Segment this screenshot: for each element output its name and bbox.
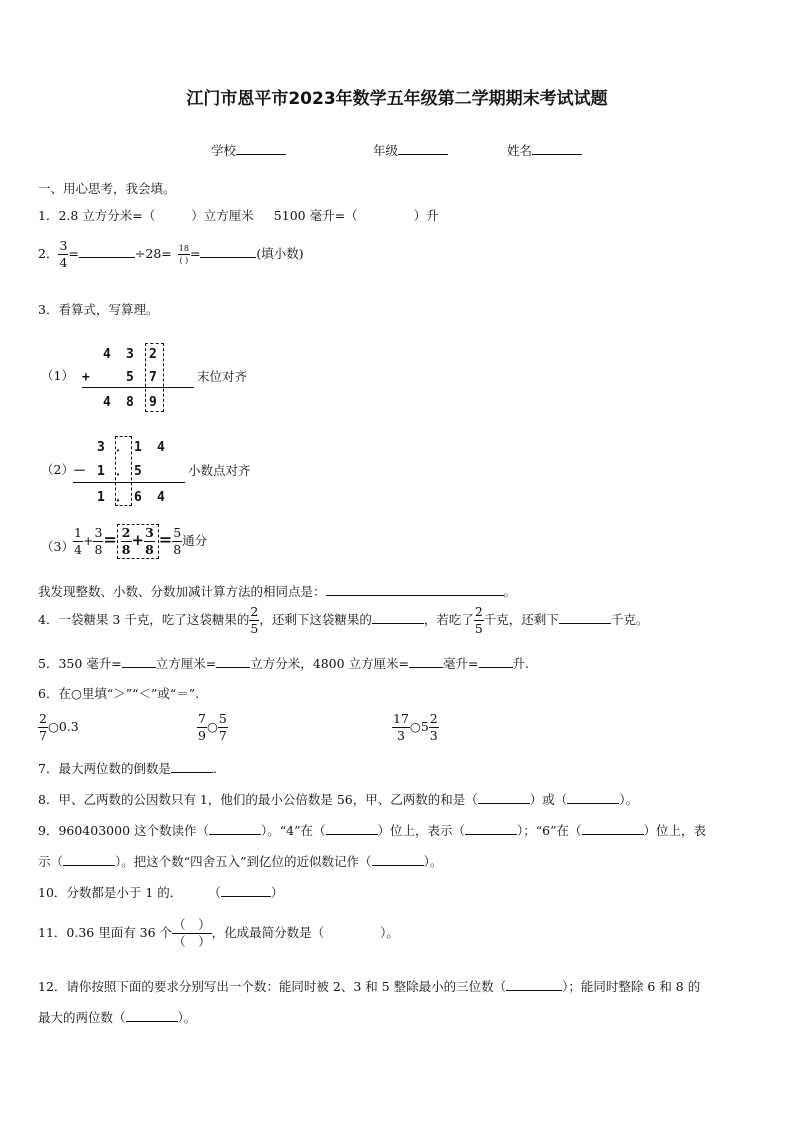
section-heading: 一、用心思考，我会填。 xyxy=(38,181,176,196)
q6-i1-value: 0.3 xyxy=(58,719,79,734)
q2-fraction-2 xyxy=(178,245,190,265)
q4-number: 4． xyxy=(38,612,59,627)
q1-part-b: ）立方厘米 xyxy=(191,208,254,223)
q9-part-d: ）；“6”在（ xyxy=(517,823,582,838)
q8-end: ）。 xyxy=(619,792,639,807)
q3-p1-plus-sign: + xyxy=(82,370,90,385)
q4-fraction xyxy=(249,606,259,635)
q3-p2-digit: 4 xyxy=(157,440,165,455)
q9-part-a: 960403000 这个数读作（ xyxy=(58,823,210,838)
q3-p3-expression xyxy=(73,524,207,559)
q3-p1-digit: 9 xyxy=(149,395,157,410)
q5-part-a: 350 毫升= xyxy=(58,656,122,671)
grade-label: 年级 xyxy=(373,143,399,158)
q2-hint: (填小数) xyxy=(256,246,304,261)
q3-p3-dashed-box xyxy=(117,524,159,559)
q3-p1-digit: 3 xyxy=(126,347,134,362)
q3-summary-blank[interactable] xyxy=(326,585,504,596)
q12-line2-b: ）。 xyxy=(177,1010,197,1025)
q3-p3-d-numerator: 3 xyxy=(145,525,154,540)
q3-p2-decimal-point: ． xyxy=(116,440,130,455)
q6-i3-fraction xyxy=(392,713,410,742)
q3-p1-digit: 4 xyxy=(103,347,111,362)
q4-part-a: 一袋糖果 3 千克，吃了这袋糖果的 xyxy=(58,612,250,627)
q2-number: 2． xyxy=(38,246,59,261)
grade-input[interactable] xyxy=(398,144,448,155)
question-12 xyxy=(38,980,700,994)
q12-number: 12． xyxy=(38,979,67,994)
q3-summary-text: 我发现整数、小数、分数加减计算方法的相同点是： xyxy=(38,584,326,599)
q11-part-a: 0.36 里面有 36 个 xyxy=(66,925,173,940)
q3-p3-plus: + xyxy=(82,533,94,548)
q4-numerator: 2 xyxy=(250,604,259,619)
q2-denominator: 4 xyxy=(59,254,68,270)
q9-blank-4[interactable] xyxy=(582,824,644,835)
q3-p1-note: 末位对齐 xyxy=(197,369,248,384)
q1-part-c: 5100 毫升=（ xyxy=(273,208,358,223)
q6-i2-numerator-2: 5 xyxy=(218,711,227,726)
q9-line2-b: ）。把这个数“四舍五入”到亿位的近似数记作（ xyxy=(115,854,372,869)
q6-item-3 xyxy=(392,713,439,742)
q10-paren-right: ） xyxy=(270,885,284,900)
name-field xyxy=(507,144,582,158)
q3-p3-equals: = xyxy=(103,530,117,549)
q3-p3-d-denominator: 8 xyxy=(145,541,154,557)
q6-i2-fraction xyxy=(197,713,207,742)
school-input[interactable] xyxy=(236,144,286,155)
q4-denominator-2: 5 xyxy=(474,620,483,636)
q3-p3-fraction-result xyxy=(172,527,182,556)
q5-number: 5． xyxy=(38,656,59,671)
q10-blank[interactable] xyxy=(221,886,271,897)
q5-part-e: 升. xyxy=(512,656,529,671)
q4-part-b: ，还剩下这袋糖果的 xyxy=(259,612,372,627)
name-input[interactable] xyxy=(532,144,582,155)
question-10 xyxy=(38,886,283,900)
q3-p1-dashed-box xyxy=(145,343,164,412)
q3-p3-b-denominator: 8 xyxy=(94,541,103,557)
q12-blank-2[interactable] xyxy=(126,1011,178,1022)
q7-text: 最大两位数的倒数是 xyxy=(58,761,171,776)
q4-numerator-2: 2 xyxy=(474,604,483,619)
q6-i3-denominator: 3 xyxy=(396,727,405,743)
q4-part-d: 千克，还剩下 xyxy=(483,612,559,627)
q3-p3-equals-2: = xyxy=(158,530,173,549)
question-9 xyxy=(38,824,706,838)
school-label: 学校 xyxy=(211,143,237,158)
q3-p2-digit: 4 xyxy=(157,490,165,505)
question-8 xyxy=(38,793,638,807)
q2-blank-1[interactable] xyxy=(79,247,135,258)
q3-p3-fraction-c xyxy=(121,527,132,556)
q4-fraction-2 xyxy=(474,606,484,635)
q5-blank-1[interactable] xyxy=(122,657,156,668)
q3-p3-a-denominator: 4 xyxy=(74,541,82,557)
q5-blank-4[interactable] xyxy=(479,657,513,668)
q3-p3 xyxy=(41,538,74,556)
q9-blank-6[interactable] xyxy=(372,855,424,866)
q6-item-1 xyxy=(38,713,79,742)
q3-p2-decimal-point: ． xyxy=(116,490,130,505)
q6-i3-whole: 5 xyxy=(420,719,429,734)
q3-number: 3． xyxy=(38,302,59,317)
q2-numerator-2: 18 xyxy=(178,243,189,253)
q3-p2-digit: 1 xyxy=(97,464,105,479)
q1-part-a: 2.8 立方分米=（ xyxy=(58,208,156,223)
q4-blank-1[interactable] xyxy=(372,613,424,624)
q6-i3-denominator-2: 3 xyxy=(429,727,438,743)
q1-number: 1． xyxy=(38,208,59,223)
q7-blank[interactable] xyxy=(171,762,213,773)
q7-end: . xyxy=(212,761,217,776)
q3-p3-fraction-d xyxy=(144,527,155,556)
q3-p1-digit: 4 xyxy=(103,395,111,410)
q10-number: 10． xyxy=(38,885,67,900)
q9-line2-a: 示（ xyxy=(38,854,64,869)
q6-i1-fraction xyxy=(38,713,48,742)
q6-i3-circle[interactable]: ○ xyxy=(409,719,421,734)
q1-part-d: ）升 xyxy=(413,208,439,223)
question-6 xyxy=(38,688,199,701)
q10-text: 分数都是小于 1 的． xyxy=(66,885,183,900)
q4-part-c: ，若吃了 xyxy=(423,612,474,627)
q3-p3-b-numerator: 3 xyxy=(94,525,103,540)
q3-p2-digit: 6 xyxy=(134,490,142,505)
school-field xyxy=(211,144,286,158)
q6-i3-numerator-2: 2 xyxy=(429,711,438,726)
q3-p1-digit: 7 xyxy=(149,370,157,385)
q3-summary xyxy=(38,585,516,599)
q8-blank-2[interactable] xyxy=(567,793,619,804)
q3-p3-note: 通分 xyxy=(182,533,208,548)
q9-line2-c: ）。 xyxy=(423,854,443,869)
q4-blank-2[interactable] xyxy=(559,613,611,624)
q5-part-d: 毫升= xyxy=(443,656,479,671)
q2-denominator-2: ( ) xyxy=(179,255,189,265)
q6-number: 6． xyxy=(38,686,59,701)
q11-end: ）。 xyxy=(380,925,399,940)
q3-p2-digit: 3 xyxy=(97,440,105,455)
q9-blank-1[interactable] xyxy=(209,824,261,835)
q3-p1-digit: 8 xyxy=(126,395,134,410)
q6-i2-circle[interactable]: ○ xyxy=(206,719,218,734)
q5-part-b: 立方厘米= xyxy=(155,656,217,671)
q3-p1-label: （1） xyxy=(41,368,74,383)
question-7 xyxy=(38,762,217,776)
q6-i2-denominator: 9 xyxy=(198,727,206,743)
q6-i2-denominator-2: 7 xyxy=(218,727,227,743)
question-9-line-2 xyxy=(38,855,442,869)
q3-p1-digit: 5 xyxy=(126,370,134,385)
question-1 xyxy=(38,210,439,223)
q4-denominator: 5 xyxy=(250,620,259,636)
q12-part-b: ）；能同时整除 6 和 8 的 xyxy=(562,979,701,994)
q6-i1-circle[interactable]: ○ xyxy=(47,719,59,734)
question-4 xyxy=(38,606,648,635)
q3-p2-digit: 5 xyxy=(134,464,142,479)
question-5 xyxy=(38,657,529,671)
q3-p2-digit: 1 xyxy=(97,490,105,505)
q8-blank-1[interactable] xyxy=(478,793,530,804)
q9-number: 9． xyxy=(38,823,59,838)
q7-number: 7． xyxy=(38,761,59,776)
question-2 xyxy=(38,240,304,269)
q3-p3-label: （3） xyxy=(41,539,74,554)
q3-p3-c-numerator: 2 xyxy=(121,525,131,540)
q3-p3-a-numerator: 1 xyxy=(74,525,82,540)
q3-p2-digit: 1 xyxy=(134,440,142,455)
question-3 xyxy=(38,304,158,317)
q6-item-2 xyxy=(197,713,228,742)
q3-summary-end: 。 xyxy=(503,584,517,599)
q3-p1-digit: 2 xyxy=(149,347,157,362)
q2-blank-2[interactable] xyxy=(200,247,256,258)
q3-p2-note: 小数点对齐 xyxy=(188,463,251,478)
q12-part-a: 请你按照下面的要求分别写出一个数：能同时被 2、3 和 5 整除最小的三位数（ xyxy=(66,979,507,994)
page-title: 江门市恩平市2023年数学五年级第二学期期末考试试题 xyxy=(186,89,608,109)
q9-blank-5[interactable] xyxy=(63,855,115,866)
q2-equals-2: = xyxy=(189,246,201,261)
q11-fraction[interactable] xyxy=(172,919,212,948)
q9-part-c: ）位上，表示（ xyxy=(377,823,466,838)
q6-i1-numerator: 2 xyxy=(39,711,47,726)
q9-blank-2[interactable] xyxy=(326,824,378,835)
grade-field xyxy=(373,144,448,158)
q3-p3-plus-2: + xyxy=(131,531,145,549)
q6-i3-fraction-2 xyxy=(429,713,439,742)
q3-p3-r-numerator: 5 xyxy=(173,525,182,540)
q9-blank-3[interactable] xyxy=(465,824,517,835)
question-11 xyxy=(38,919,399,948)
q5-blank-3[interactable] xyxy=(409,657,443,668)
q3-p2-label: （2） xyxy=(41,462,74,477)
q3-p2-dashed-box xyxy=(115,436,132,506)
q11-part-b: ，化成最简分数是（ xyxy=(211,925,325,940)
q5-part-c: 立方分米，4800 立方厘米= xyxy=(250,656,410,671)
q9-part-e: ）位上，表 xyxy=(643,823,707,838)
q6-i3-numerator: 17 xyxy=(393,711,409,726)
q8-text: 甲、乙两数的公因数只有 1，他们的最小公倍数是 56，甲、乙两数的和是（ xyxy=(58,792,478,807)
q8-number: 8． xyxy=(38,792,59,807)
q3-p2-minus-sign: － xyxy=(73,464,87,479)
q6-i1-denominator: 7 xyxy=(39,727,47,743)
q11-number: 11． xyxy=(38,925,67,940)
q3-p2-decimal-point: ． xyxy=(116,464,130,479)
q3-p3-fraction-a xyxy=(73,527,83,556)
q5-blank-2[interactable] xyxy=(216,657,250,668)
q3-p3-c-denominator: 8 xyxy=(121,541,131,557)
q12-line2-a: 最大的两位数（ xyxy=(38,1010,126,1025)
q9-part-b: ）。“4”在（ xyxy=(261,823,326,838)
q6-i2-numerator: 7 xyxy=(198,711,206,726)
question-12-line-2 xyxy=(38,1011,196,1025)
q10-paren-left: （ xyxy=(208,885,221,900)
q3-p3-fraction-b xyxy=(93,527,103,556)
q2-equals: = xyxy=(68,246,79,261)
q12-blank-1[interactable] xyxy=(506,980,562,991)
q4-part-e: 千克。 xyxy=(610,612,649,627)
q6-text: 在○里填“＞”“＜”或“＝”. xyxy=(58,686,200,701)
q3-p1-sum-line xyxy=(82,387,194,388)
q11-numerator-blank[interactable]: （ ） xyxy=(173,917,211,932)
q3-text: 看算式，写算理。 xyxy=(58,302,159,317)
q11-denominator-blank[interactable]: （ ） xyxy=(173,933,211,949)
q2-divide: ÷28= xyxy=(134,246,172,261)
q3-p3-r-denominator: 8 xyxy=(173,541,182,557)
name-label: 姓名 xyxy=(507,143,533,158)
q8-or: ）或（ xyxy=(529,792,568,807)
q2-numerator: 3 xyxy=(59,238,68,253)
q2-fraction xyxy=(58,240,68,269)
q6-i2-fraction-2 xyxy=(218,713,228,742)
